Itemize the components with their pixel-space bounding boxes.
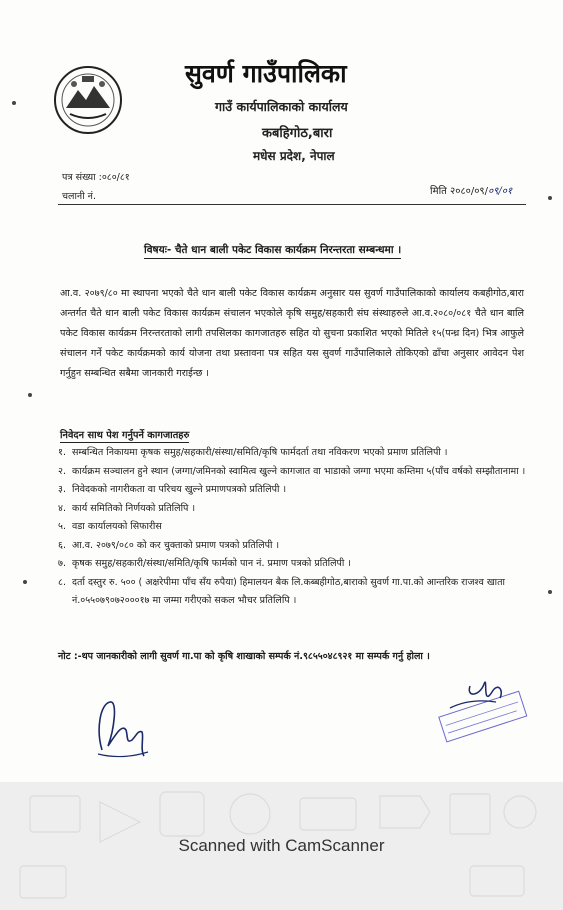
list-item: ३. निवेदकको नागरीकता वा परिचय खुल्ने प्रमाणपत्रको प्रतिलिपी । bbox=[58, 484, 287, 495]
address-line-1: कबहिगोठ,बारा bbox=[262, 126, 333, 141]
list-item: २. कार्यक्रम सञ्चालन हुने स्थान (जग्गा/जमिनको स्वामित्व खुल्ने कागजात वा भाडाको जग्गा भएमा कम्तिमा ५(पाँच वर्षको सम्झौतानामा । bbox=[58, 465, 526, 477]
scan-speck bbox=[28, 393, 32, 397]
header-divider bbox=[58, 204, 526, 205]
issue-date bbox=[430, 183, 512, 197]
note-text: नोट :-थप जानकारीको लागी सुवर्ण गा.पा को कृषि शाखाको सम्पर्क नं.९८५५०४८९२१ मा सम्पर्क गर्नु होला । bbox=[58, 651, 430, 662]
dispatch-number: चलानी नं. bbox=[62, 191, 96, 202]
signature-icon bbox=[92, 690, 154, 762]
documents-heading: निवेदन साथ पेश गर्नुपर्ने कागजातहरु bbox=[60, 430, 190, 441]
scan-speck bbox=[12, 101, 16, 105]
list-item: ६. आ.व. २०७९/०८० को कर चुक्ताको प्रमाण पत्रको प्रतिलिपी । bbox=[58, 539, 280, 551]
list-item: ८. दर्ता दस्तुर रु. ५०० ( अक्षरेपीमा पाँच सँय रुपैया) हिमालयन बैक लि.कब्बहीगोठ,बाराको सुवर्ण गा.पा.को आन्तरिक राजश्व खाता नं.०५५०७९०७२०००१७ मा जम्मा गरीएको सकल भौचर प्रतिलिपि । bbox=[58, 576, 505, 606]
reference-number: पत्र संख्या :०८०/८१ bbox=[62, 172, 130, 183]
documents-list bbox=[58, 444, 526, 611]
office-name: गाउँ कार्यपालिकाको कार्यालय bbox=[215, 99, 348, 114]
address-line-2: मधेस प्रदेश, नेपाल bbox=[253, 149, 335, 163]
list-item: ५. वडा कार्यालयको सिफारीस bbox=[58, 521, 162, 532]
org-name: सुवर्ण गाउँपालिका bbox=[185, 59, 347, 88]
list-item: १. सम्बन्धित निकायमा कृषक समुह/सहकारी/संस्था/समिति/कृषि फार्मदर्ता तथा नविकरण भएको प्रमाण प्रतिलिपी । bbox=[58, 447, 448, 458]
signature-stamp-icon bbox=[430, 668, 530, 748]
date-handwritten: ०९/०१ bbox=[487, 186, 513, 197]
scanner-watermark-text: Scanned with CamScanner bbox=[178, 836, 385, 855]
scan-speck bbox=[548, 590, 552, 594]
list-item: ४. कार्य समितिको निर्णयको प्रतिलिपि । bbox=[58, 502, 196, 514]
body-paragraph: आ.व. २०७९/८० मा स्थापना भएको चैते धान बाली पकेट विकास कार्यक्रम अनुसार यस सुवर्ण गाउँपालिकाको कार्यालय कबहीगोठ,बारा अन्तर्गत चैते धान बाली पकेट विकास कार्यक्रम संचालन भएकोले कृषि समुह/सहकारी संघ संस्थाहरुले आ.व.२०८०/०८१ चैते धान बालि पकेट विकास कार्यक्रम निरन्तरताको लागी तपसिलका कागजातहरु सहित यो सुचना प्रकाशित भएको मितिले १५(पन्ध्र दिन) भित्र आफुले संचालन गर्ने पकेट कार्यक्रमको कार्य योजना तथा प्रस्तावना पत्र सहित यस सुवर्ण गाउँपालिकाले तोकिएको ढाँचा अनुसार आवेदन पेश गर्नुहुन सम्बन्धित सबैमा जानकारी गराईन्छ । bbox=[60, 288, 524, 379]
list-item: ७. कृषक समुह/सहकारी/संस्था/समिति/कृषि फार्मको पान नं. प्रमाण पत्रको प्रतिलिपी । bbox=[58, 558, 352, 569]
date-label: मिति २०८०/०९/ bbox=[430, 186, 488, 197]
subject-line: विषयः- चैते धान बाली पकेट विकास कार्यक्रम निरन्तरता सम्बन्धमा । bbox=[144, 243, 401, 259]
scan-speck bbox=[23, 580, 27, 584]
nepal-emblem-icon bbox=[52, 64, 124, 136]
scan-speck bbox=[548, 196, 552, 200]
